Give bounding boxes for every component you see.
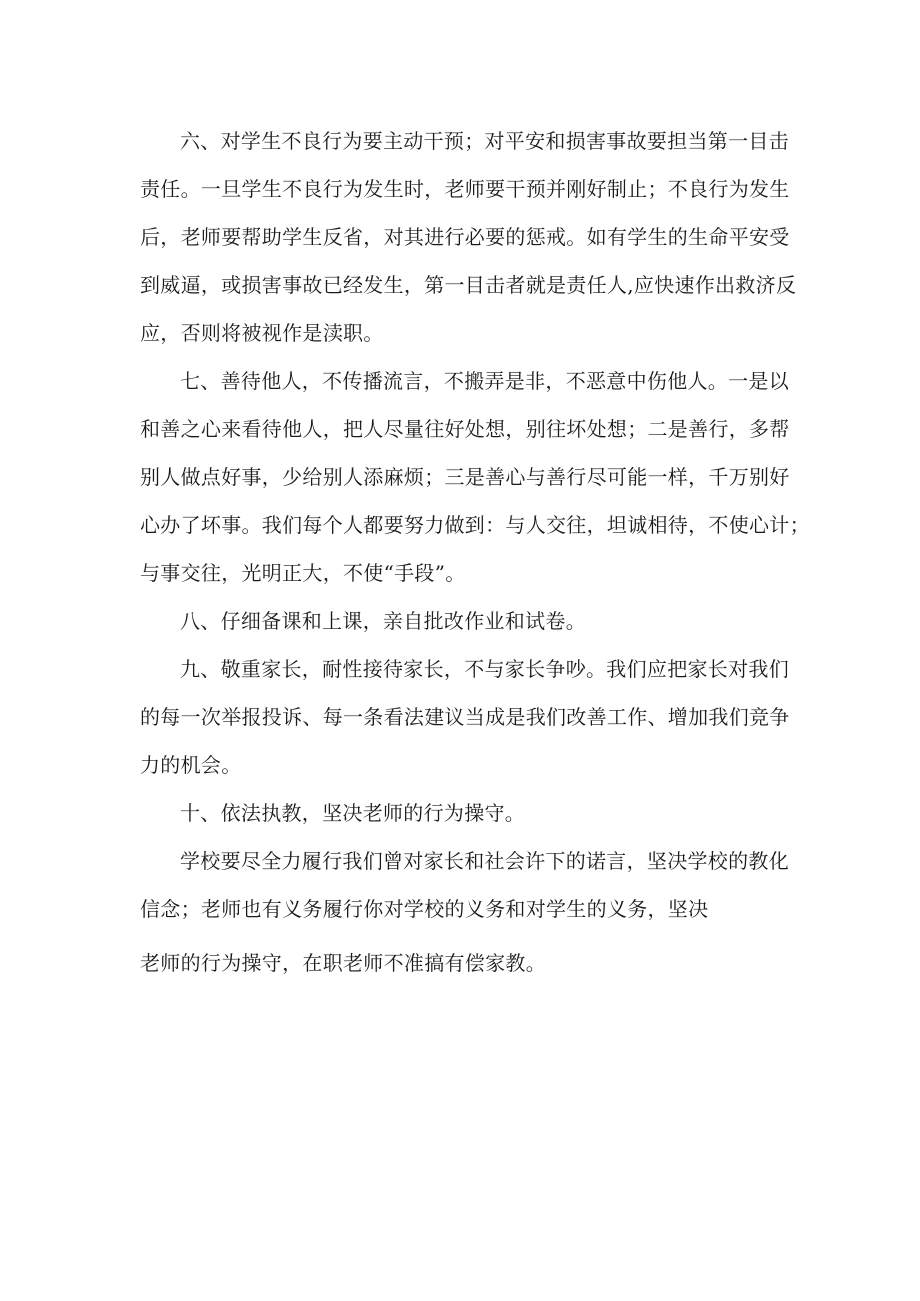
paragraph-line: 十、依法执教，坚决老师的行为操守。	[180, 801, 526, 825]
paragraph-line: 和善之心来看待他人，把人尽量往好处想，别往坏处想；二是善行，多帮	[140, 417, 790, 441]
paragraph-line: 应，否则将被视作是渎职。	[140, 321, 384, 345]
paragraph-line: 九、敬重家长，耐性接待家长，不与家长争吵。我们应把家长对我们	[180, 657, 789, 681]
paragraph-line: 到威逼，或损害事故已经发生，第一目击者就是责任人,应快速作出救济反	[140, 273, 797, 297]
paragraph-line: 的每一次举报投诉、每一条看法建议当成是我们改善工作、增加我们竞争	[140, 705, 790, 729]
paragraph-line: 八、仔细备课和上课，亲自批改作业和试卷。	[180, 609, 586, 633]
paragraph-line: 七、善待他人，不传播流言，不搬弄是非，不恶意中伤他人。一是以	[180, 369, 789, 393]
paragraph-line: 后，老师要帮助学生反省，对其进行必要的惩戒。如有学生的生命平安受	[140, 225, 790, 249]
paragraph-line: 信念；老师也有义务履行你对学校的义务和对学生的义务，坚决	[140, 897, 709, 921]
paragraph-line: 老师的行为操守，在职老师不准搞有偿家教。	[140, 951, 546, 975]
paragraph-line: 学校要尽全力履行我们曾对家长和社会许下的诺言，坚决学校的教化	[180, 849, 789, 873]
paragraph-line: 六、对学生不良行为要主动干预；对平安和损害事故要担当第一目击	[180, 129, 789, 153]
paragraph-line: 责任。一旦学生不良行为发生时，老师要干预并刚好制止；不良行为发生	[140, 177, 790, 201]
paragraph-line: 力的机会。	[140, 753, 242, 777]
paragraph-line: 心办了坏事。我们每个人都要努力做到：与人交往，坦诚相待，不使心计；	[140, 513, 810, 537]
paragraph-line: 与事交往，光明正大，不使“手段”。	[140, 561, 466, 585]
paragraph-line: 别人做点好事，少给别人添麻烦；三是善心与善行尽可能一样，千万别好	[140, 465, 790, 489]
